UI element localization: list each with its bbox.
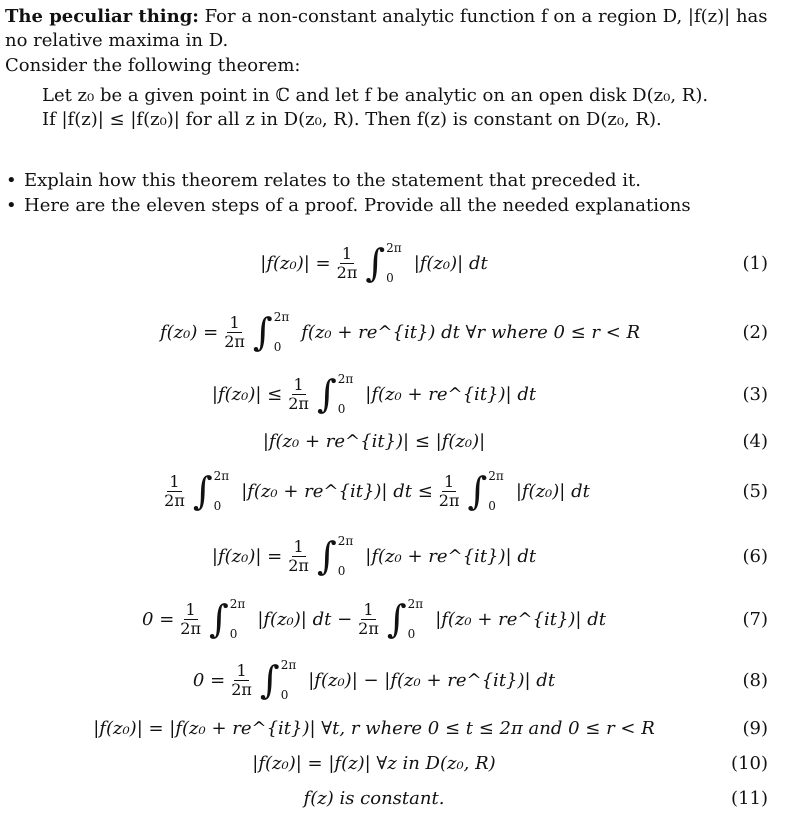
intro-lead: The peculiar thing: [5,6,199,27]
integral-symbol: ∫ [259,658,280,702]
bullet-text-1: Explain how this theorem relates to the statement that preceded it. [24,170,641,191]
eq3-number: (3) [742,383,768,405]
eq11-text: f(z) is constant. [303,787,445,809]
integral-sign [365,241,401,285]
eq8-integrand: |f(z₀)| − |f(z₀ + re^{it})| dt [308,669,556,691]
eq6-integrand: |f(z₀ + re^{it})| dt [365,545,537,567]
intro-line-2: no relative maxima in D. [5,30,229,51]
integral-sign [193,469,229,513]
equation-9 [0,713,808,743]
equation-11 [0,783,808,813]
eq2-integrand: f(z₀ + re^{it}) dt ∀r where 0 ≤ r < R [301,321,641,343]
frac-den: 2π [224,331,245,351]
eq5-integrand-a: |f(z₀ + re^{it})| dt ≤ [241,480,433,502]
fraction [229,662,254,699]
integral-sign [467,469,503,513]
frac-den: 2π [336,262,358,282]
eq1-number: (1) [742,252,768,274]
eq2-number: (2) [742,321,768,343]
fraction [437,473,462,510]
integral-upper: 2π [337,534,354,548]
integral-lower: 0 [488,499,496,513]
integral-symbol: ∫ [316,534,337,578]
integral-lower: 0 [229,627,238,641]
eq11-number: (11) [731,787,768,809]
equation-7 [0,590,808,648]
equation-2 [0,303,808,361]
eq6-lhs: |f(z₀)| = [211,545,283,567]
bullet-item-1 [6,170,641,192]
equation-5 [0,462,808,520]
eq10-number: (10) [731,752,768,774]
integral-symbol: ∫ [192,469,213,513]
fraction [162,473,187,510]
integral-lower: 0 [337,564,346,578]
eq5-number: (5) [742,480,768,502]
integral-symbol: ∫ [316,372,337,416]
eq7-integrand-b: |f(z₀ + re^{it})| dt [435,608,606,630]
integral-lower: 0 [280,688,289,702]
eq8-lhs: 0 = [192,669,226,691]
frac-den: 2π [438,490,460,510]
eq2-lhs: f(z₀) = [160,321,219,343]
frac-den: 2π [288,555,309,575]
eq9-number: (9) [742,717,768,739]
eq9-text: |f(z₀)| = |f(z₀ + re^{it})| ∀t, r where 0 ≤ t ≤ 2π and 0 ≤ r < R [93,717,655,739]
frac-den: 2π [164,490,185,510]
bullet-item-2 [6,195,691,217]
integral-sign [209,597,245,641]
integral-lower: 0 [407,627,416,641]
eq5-integrand-b: |f(z₀)| dt [515,480,590,502]
frac-den: 2π [231,679,252,699]
equation-6 [0,527,808,585]
integral-lower: 0 [273,340,282,354]
fraction [286,538,311,575]
eq4-text: |f(z₀ + re^{it})| ≤ |f(z₀)| [262,430,486,452]
eq7-lhs: 0 = [142,608,175,630]
frac-num: 1 [293,374,304,394]
integral-lower: 0 [337,402,346,416]
eq1-lhs: |f(z₀)| = [260,252,331,274]
eq3-lhs: |f(z₀)| ≤ [211,383,283,405]
integral-upper: 2π [273,310,290,324]
equation-8 [0,651,808,709]
eq7-number: (7) [742,608,768,630]
bullet-text-2: Here are the eleven steps of a proof. Provide all the needed explanations [24,195,691,216]
eq10-text: |f(z₀)| = |f(z)| ∀z in D(z₀, R) [252,752,496,774]
frac-num: 1 [236,660,247,680]
equation-1 [0,234,808,292]
integral-symbol: ∫ [365,241,386,285]
eq1-integrand: |f(z₀)| dt [413,252,488,274]
eq8-number: (8) [742,669,768,691]
frac-num: 1 [341,243,353,263]
intro-line-3: Consider the following theorem: [5,55,301,76]
fraction [222,314,247,351]
integral-upper: 2π [280,658,297,672]
integral-upper: 2π [407,597,424,611]
theorem-line-2: If |f(z)| ≤ |f(z₀)| for all z in D(z₀, R). Then f(z) is constant on D(z₀, R). [42,109,662,130]
frac-den: 2π [288,393,309,413]
frac-den: 2π [358,618,379,638]
frac-den: 2π [180,618,201,638]
frac-num: 1 [229,312,240,332]
fraction [286,376,311,413]
integral-symbol: ∫ [208,597,229,641]
integral-upper: 2π [488,469,504,483]
integral-upper: 2π [229,597,246,611]
eq3-integrand: |f(z₀ + re^{it})| dt [365,383,537,405]
frac-num: 1 [169,471,180,491]
integral-lower: 0 [213,499,222,513]
frac-num: 1 [293,536,304,556]
frac-num: 1 [185,599,196,619]
bullet-dot: • [6,195,17,216]
equation-3 [0,365,808,423]
integral-symbol: ∫ [386,597,407,641]
integral-sign [253,310,289,354]
equation-4 [0,426,808,456]
bullet-dot: • [6,170,17,191]
equation-10 [0,748,808,778]
frac-num: 1 [444,471,455,491]
frac-num: 1 [363,599,374,619]
fraction [356,601,381,638]
integral-sign [317,534,353,578]
integral-symbol: ∫ [467,469,488,513]
integral-upper: 2π [213,469,230,483]
integral-sign [387,597,423,641]
eq4-number: (4) [742,430,768,452]
fraction [178,601,203,638]
integral-upper: 2π [386,241,402,255]
theorem-line-1: Let z₀ be a given point in ℂ and let f be analytic on an open disk D(z₀, R). [42,85,709,106]
intro-line-1 [5,6,768,28]
integral-sign [317,372,353,416]
integral-sign [260,658,296,702]
integral-lower: 0 [386,271,394,285]
integral-symbol: ∫ [252,310,273,354]
eq7-integrand-a: |f(z₀)| dt − [257,608,353,630]
fraction [335,245,360,282]
eq6-number: (6) [742,545,768,567]
integral-upper: 2π [337,372,354,386]
intro-line1-rest: For a non-constant analytic function f on a region D, |f(z)| has [198,6,768,27]
